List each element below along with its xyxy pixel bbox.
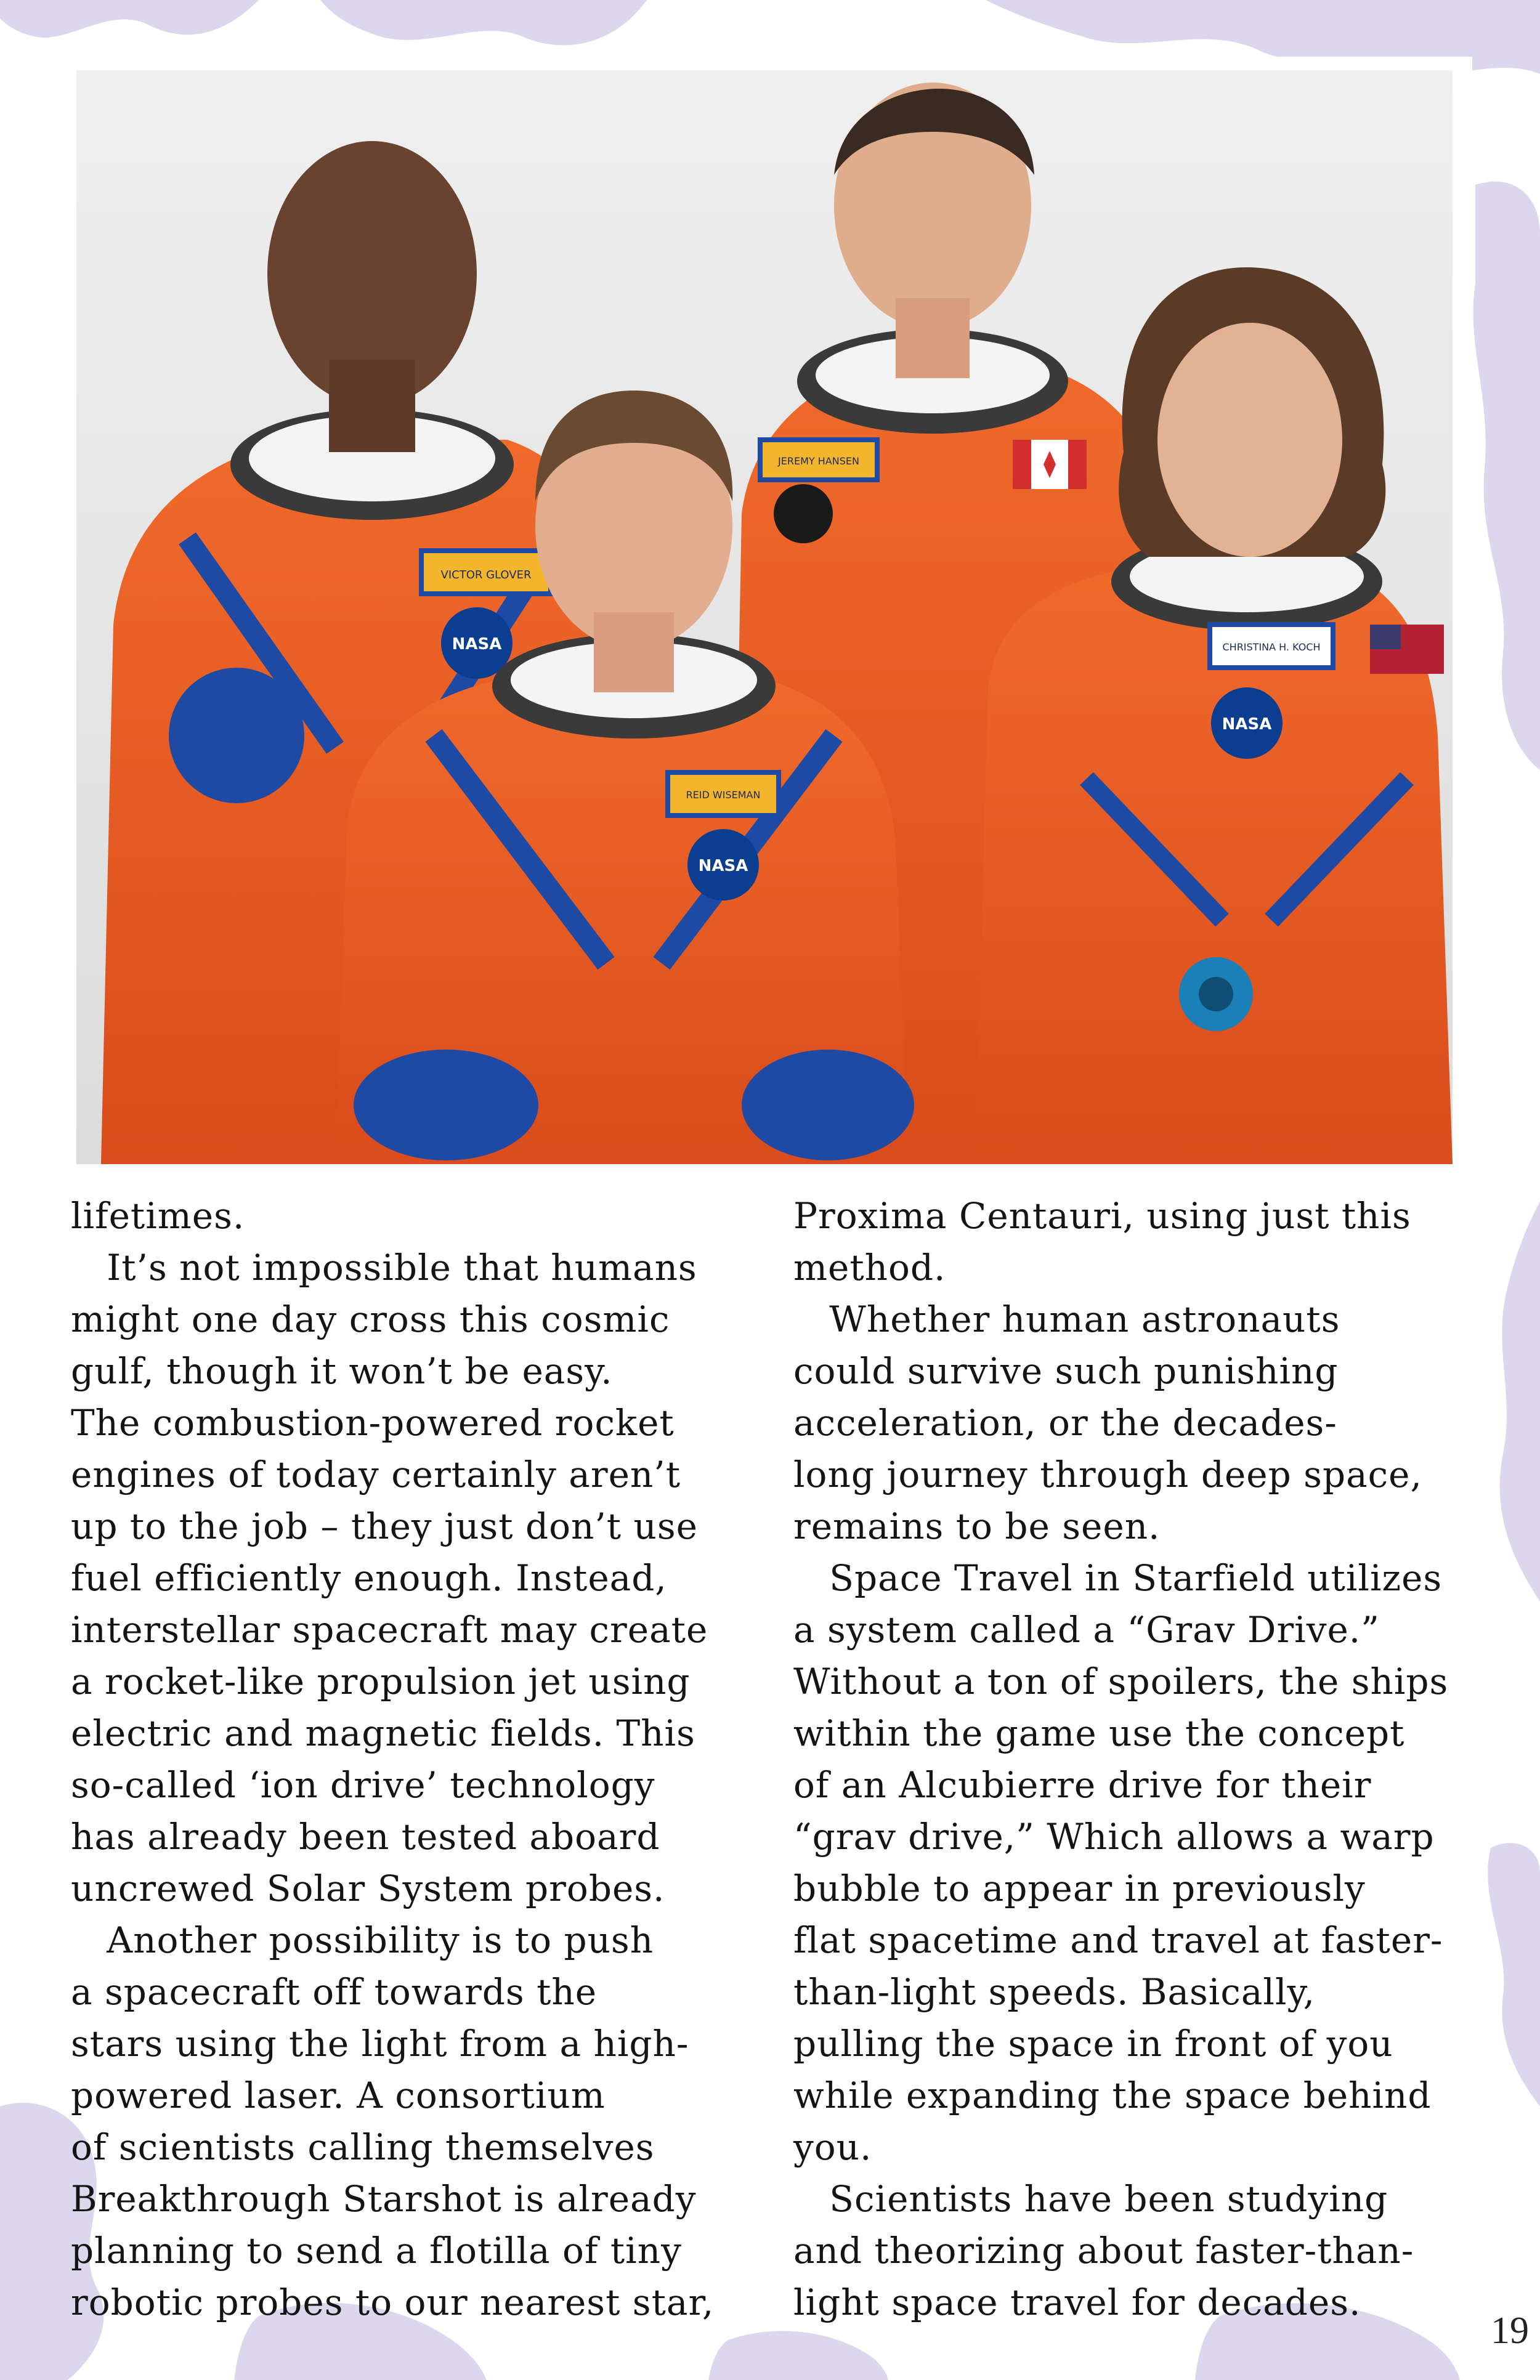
text-line: fuel efficiently enough. Instead,	[71, 1557, 667, 1599]
text-line: might one day cross this cosmic	[71, 1298, 670, 1340]
photo-frame	[62, 57, 1472, 1178]
text-line: remains to be seen.	[793, 1505, 1161, 1547]
text-line: bubble to appear in previously	[793, 1868, 1366, 1909]
text-line: Whether human astronauts	[793, 1298, 1340, 1340]
text-line: electric and magnetic fields. This	[71, 1712, 695, 1754]
text-line: and theorizing about faster-than-	[793, 2230, 1414, 2272]
text-line: Proxima Centauri, using just this	[793, 1195, 1411, 1237]
text-line: up to the job – they just don’t use	[71, 1505, 698, 1547]
svg-text:NASA: NASA	[452, 635, 502, 654]
text-line: pulling the space in front of you	[793, 2023, 1393, 2065]
left-column	[71, 1190, 779, 2328]
text-line: Scientists have been studying	[793, 2178, 1388, 2220]
text-line: It’s not impossible that humans	[71, 1247, 697, 1289]
crew-photo	[76, 70, 1453, 1164]
text-line: of scientists calling themselves	[71, 2126, 655, 2168]
text-line: within the game use the concept	[793, 1712, 1405, 1754]
text-line: method.	[793, 1247, 946, 1289]
text-line: The combustion-powered rocket	[71, 1402, 675, 1444]
text-line: interstellar spacecraft may create	[71, 1609, 708, 1651]
svg-text:JEREMY HANSEN: JEREMY HANSEN	[778, 455, 859, 467]
text-line: Another possibility is to push	[71, 1919, 654, 1961]
text-line: Without a ton of spoilers, the ships	[793, 1661, 1449, 1702]
right-column	[793, 1190, 1459, 2328]
text-line: a rocket-like propulsion jet using	[71, 1661, 691, 1702]
svg-text:VICTOR GLOVER: VICTOR GLOVER	[440, 569, 532, 581]
text-line: light space travel for decades.	[793, 2281, 1361, 2323]
text-line: a system called a “Grav Drive.”	[793, 1609, 1380, 1651]
text-line: a spacecraft off towards the	[71, 1971, 598, 2013]
text-line: could survive such punishing	[793, 1350, 1339, 1392]
text-line: lifetimes.	[71, 1195, 245, 1237]
text-line: long journey through deep space,	[793, 1454, 1422, 1496]
text-line: planning to send a flotilla of tiny	[71, 2230, 682, 2272]
page-number: 19	[1491, 2310, 1529, 2352]
svg-text:CHRISTINA H. KOCH: CHRISTINA H. KOCH	[1222, 641, 1321, 653]
text-line: engines of today certainly aren’t	[71, 1454, 681, 1496]
text-line: while expanding the space behind	[793, 2074, 1432, 2116]
text-line: Breakthrough Starshot is already	[71, 2178, 697, 2220]
svg-text:REID WISEMAN: REID WISEMAN	[686, 789, 761, 801]
text-line: powered laser. A consortium	[71, 2074, 606, 2116]
svg-text:NASA: NASA	[1222, 715, 1272, 734]
text-line: you.	[793, 2126, 872, 2168]
text-line: acceleration, or the decades-	[793, 1402, 1337, 1444]
text-line: gulf, though it won’t be easy.	[71, 1350, 613, 1392]
text-line: Space Travel in Starfield utilizes	[793, 1557, 1443, 1599]
text-line: so-called ‘ion drive’ technology	[71, 1764, 655, 1806]
text-line: has already been tested aboard	[71, 1816, 660, 1858]
text-line: uncrewed Solar System probes.	[71, 1868, 665, 1909]
text-line: than-light speeds. Basically,	[793, 1971, 1316, 2013]
text-line: flat spacetime and travel at faster-	[793, 1919, 1443, 1961]
text-line: stars using the light from a high-	[71, 2023, 689, 2065]
text-line: “grav drive,” Which allows a warp	[793, 1816, 1435, 1858]
text-line: robotic probes to our nearest star,	[71, 2281, 715, 2323]
text-line: of an Alcubierre drive for their	[793, 1764, 1372, 1806]
svg-text:NASA: NASA	[698, 857, 748, 875]
